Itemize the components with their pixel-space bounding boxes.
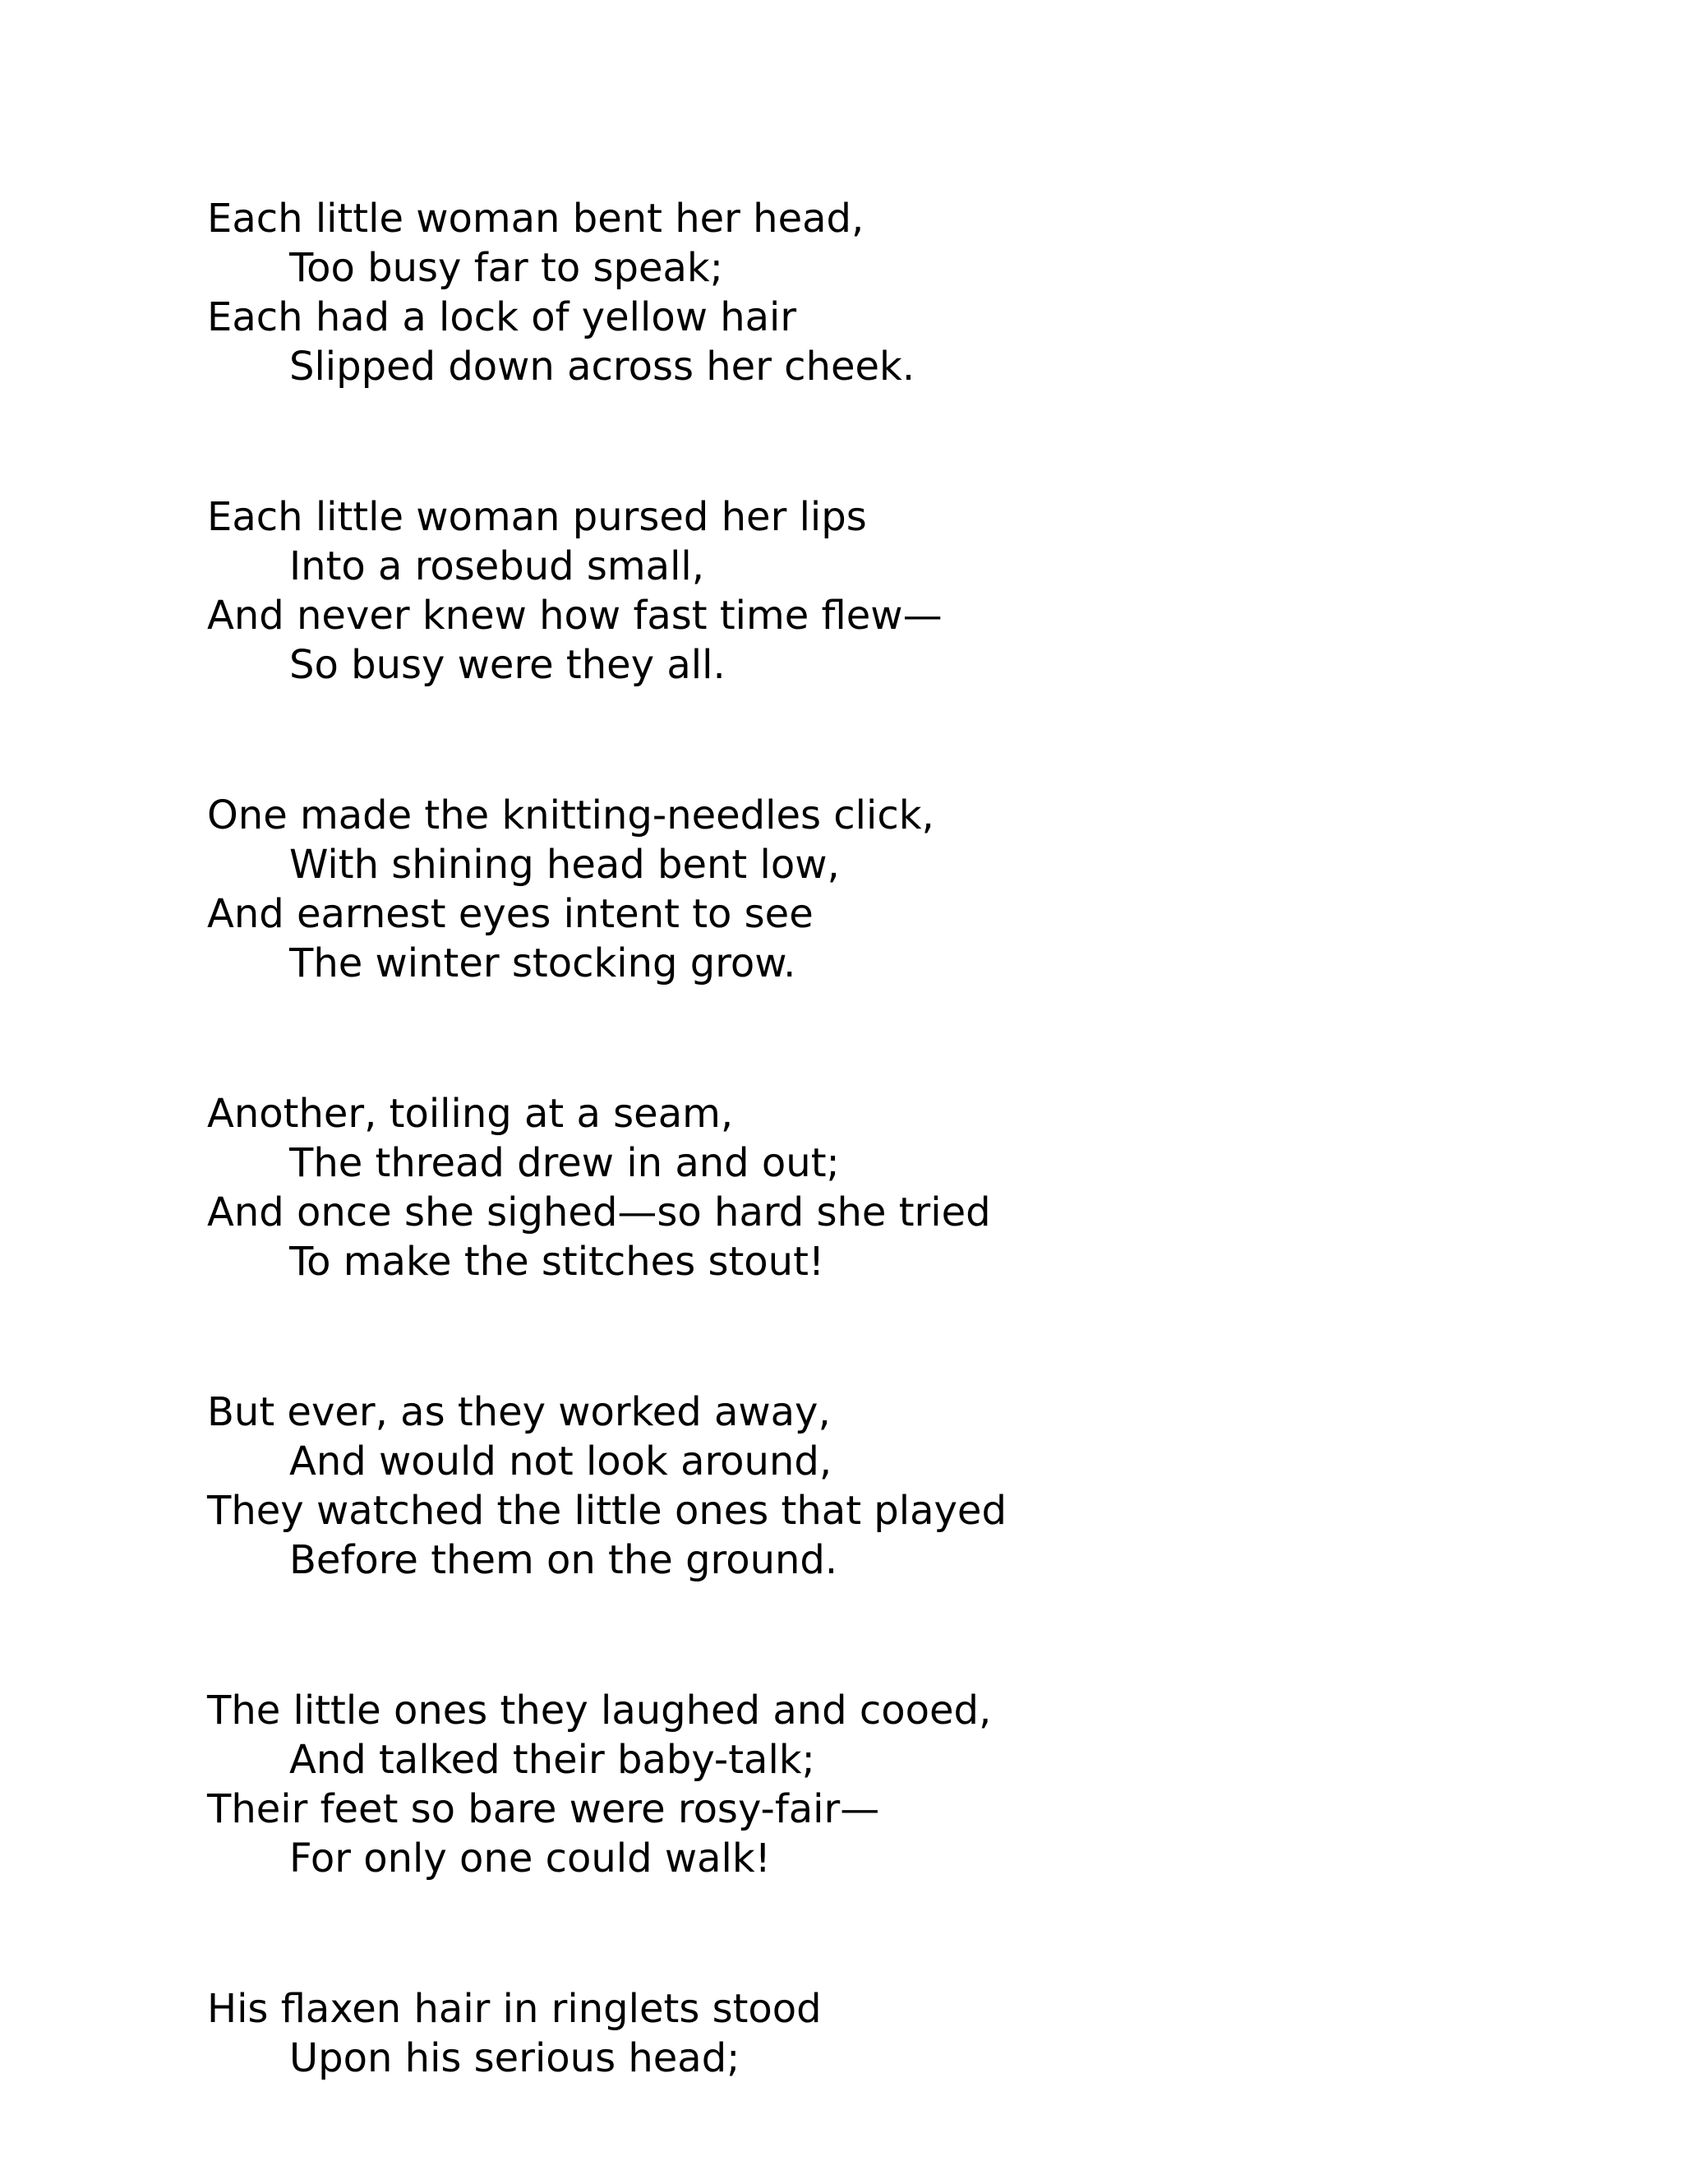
poem-line: Another, toiling at a seam, (207, 1091, 734, 1137)
poem-line: One made the knitting-needles click, (207, 792, 934, 838)
poem-line-indented: Into a rosebud small, (289, 543, 705, 589)
poem-line-indented: Upon his serious head; (289, 2035, 740, 2081)
poem-line: Each little woman pursed her lips (207, 494, 867, 540)
stanza-7 (207, 1984, 1604, 2083)
poem-line: And once she sighed—so hard she tried (207, 1189, 991, 1235)
poem-line-indented: The thread drew in and out; (289, 1140, 840, 1186)
poem-line-indented: Slipped down across her cheek. (289, 344, 915, 390)
poem-line-indented: The winter stocking grow. (289, 940, 796, 986)
poem-line: Each had a lock of yellow hair (207, 294, 797, 340)
stanza-1 (207, 194, 1604, 391)
poem-line: The little ones they laughed and cooed, (207, 1688, 992, 1734)
poem-line-indented: For only one could walk! (289, 1835, 771, 1882)
poem-line-indented: So busy were they all. (289, 642, 726, 688)
stanza-6 (207, 1686, 1604, 1883)
stanza-5 (207, 1388, 1604, 1585)
poem-line-indented: To make the stitches stout! (289, 1239, 825, 1285)
poem-line: His flaxen hair in ringlets stood (207, 1986, 822, 2032)
poem-line: Their feet so bare were rosy-fair— (207, 1786, 880, 1832)
poem-line-indented: And would not look around, (289, 1438, 832, 1484)
poem-line: And earnest eyes intent to see (207, 891, 814, 937)
poem-line: But ever, as they worked away, (207, 1389, 831, 1435)
stanza-3 (207, 791, 1604, 988)
poem-line-indented: With shining head bent low, (289, 842, 840, 888)
poem-line-indented: Too busy far to speak; (289, 245, 723, 291)
stanza-4 (207, 1089, 1604, 1286)
poem-line-indented: And talked their baby-talk; (289, 1737, 815, 1783)
poem-line-indented: Before them on the ground. (289, 1537, 838, 1583)
poem-line: Each little woman bent her head, (207, 196, 865, 242)
poem-body (207, 194, 1604, 2184)
poem-line: They watched the little ones that played (207, 1488, 1007, 1534)
stanza-2 (207, 492, 1604, 690)
poem-line: And never knew how fast time flew— (207, 593, 943, 639)
